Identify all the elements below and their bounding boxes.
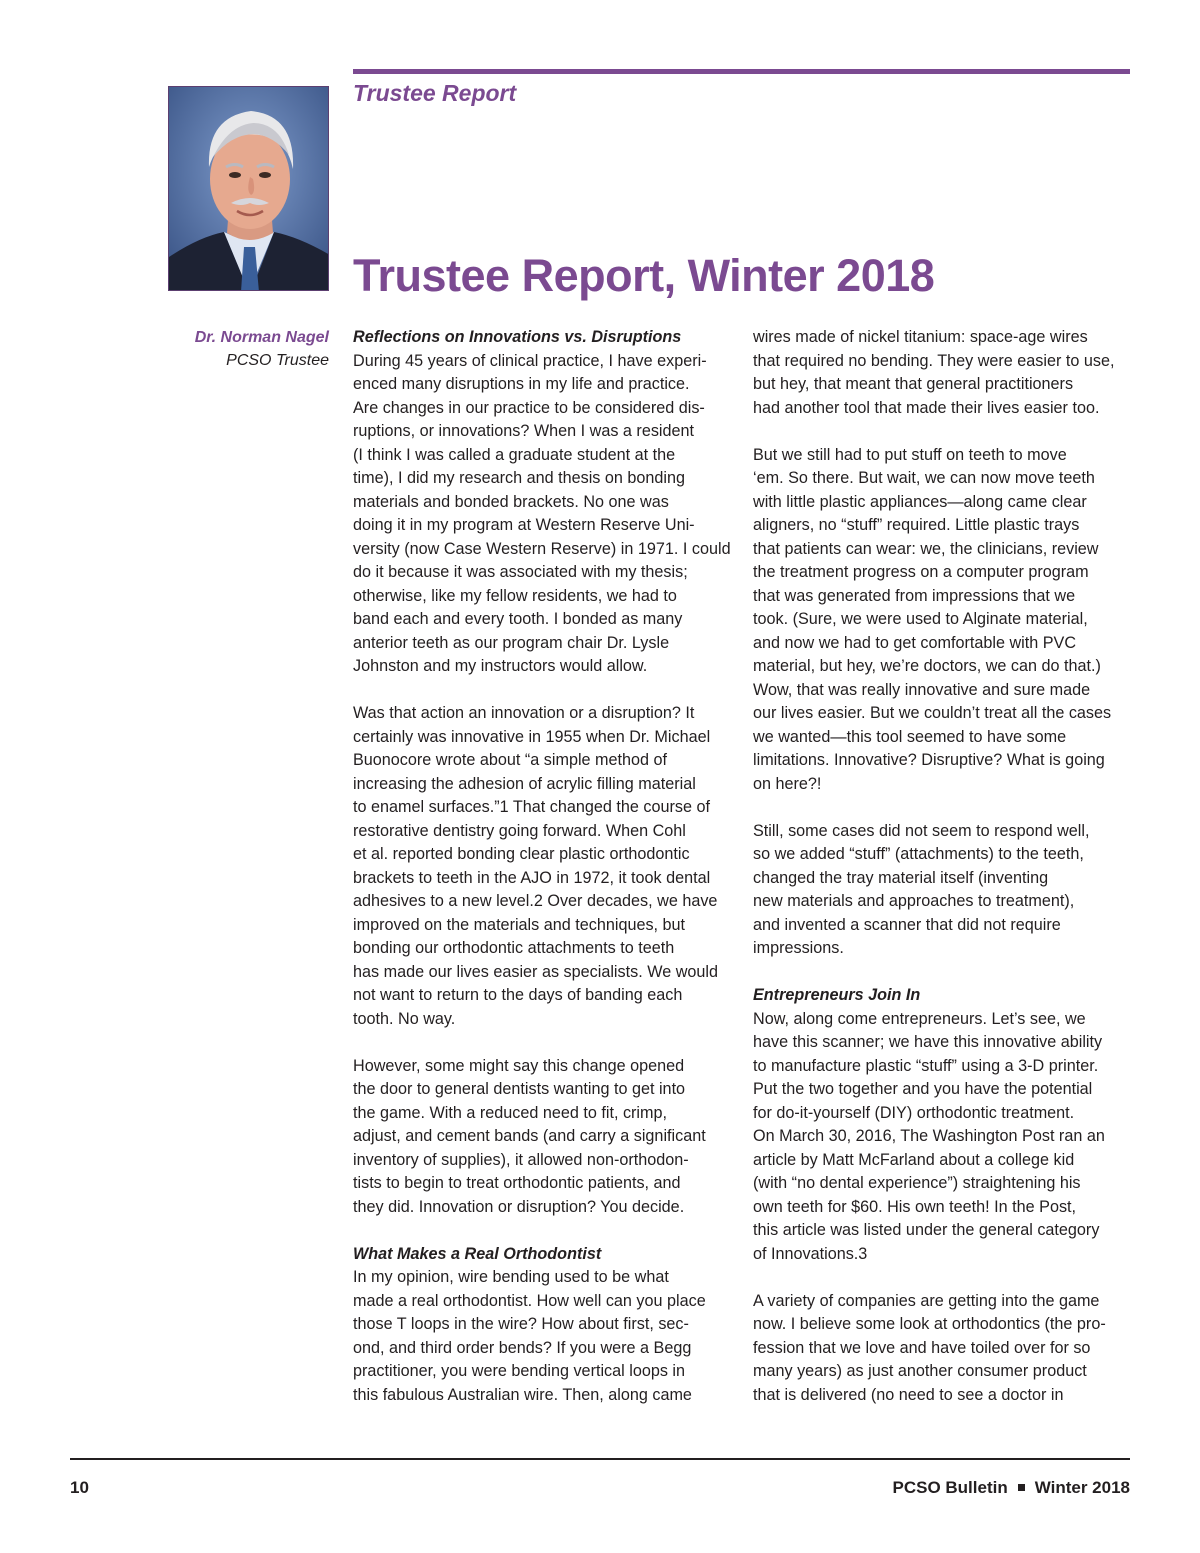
body-line: this article was listed under the general category [753, 1221, 1100, 1239]
body-line: has made our lives easier as specialists. We would [353, 962, 718, 981]
body-line: Put the two together and you have the potential [753, 1080, 1093, 1098]
body-line: tooth. No way. [353, 1009, 456, 1028]
body-line: now. I believe some look at orthodontics (the pro- [753, 1315, 1106, 1333]
body-line: (I think I was called a graduate student at the [353, 445, 676, 464]
body-line: doing it in my program at Western Reserve Uni- [353, 516, 695, 534]
body-line: increasing the adhesion of acrylic filling material [353, 774, 696, 793]
body-line: so we added “stuff” (attachments) to the teeth, [753, 845, 1084, 863]
article-column-left [353, 326, 731, 1407]
body-line: ruptions, or innovations? When I was a resident [353, 422, 695, 440]
body-line: this fabulous Australian wire. Then, along came [353, 1385, 692, 1404]
body-line: Still, some cases did not seem to respond well, [753, 821, 1090, 840]
body-line: materials and bonded brackets. No one was [353, 492, 669, 511]
body-line: article by Matt McFarland about a college kid [753, 1150, 1075, 1169]
body-line: ond, and third order bends? If you were a Begg [353, 1338, 692, 1357]
body-line: restorative dentistry going forward. When Cohl [353, 821, 686, 840]
body-line: A variety of companies are getting into the game [753, 1291, 1100, 1310]
body-line: that is delivered (no need to see a doctor in [753, 1385, 1064, 1404]
issue-name: Winter 2018 [1034, 1478, 1130, 1497]
body-line: the door to general dentists wanting to get into [353, 1080, 686, 1098]
body-line: had another tool that made their lives easier too. [753, 398, 1100, 417]
body-line: new materials and approaches to treatment), [753, 892, 1075, 910]
headline: Trustee Report, Winter 2018 [353, 250, 935, 301]
section-heading: Entrepreneurs Join In [753, 986, 921, 1004]
paragraph-gap [753, 420, 1131, 444]
section-label: Trustee Report [353, 80, 517, 106]
body-line: have this scanner; we have this innovative ability [753, 1033, 1103, 1051]
body-line: but hey, that meant that general practitioners [753, 375, 1074, 393]
body-line: inventory of supplies), it allowed non-orthodon- [353, 1150, 689, 1169]
body-line: adjust, and cement bands (and carry a significant [353, 1127, 706, 1145]
body-line: time), I did my research and thesis on bonding [353, 469, 686, 487]
body-line: However, some might say this change opened [353, 1056, 685, 1075]
paragraph-gap [353, 1031, 731, 1055]
bullet-separator [1018, 1484, 1025, 1491]
body-line: certainly was innovative in 1955 when Dr. Michael [353, 727, 711, 746]
body-line: Was that action an innovation or a disruption? It [353, 704, 695, 722]
body-line: own teeth for $60. His own teeth! In the Post, [753, 1197, 1077, 1216]
body-line: In my opinion, wire bending used to be what [353, 1268, 669, 1286]
body-line: brackets to teeth in the AJO in 1972, it took dental [353, 868, 711, 887]
author-name: Dr. Norman Nagel [194, 329, 329, 346]
body-line: But we still had to put stuff on teeth to move [753, 445, 1067, 464]
footer-rule [70, 1458, 1130, 1460]
section-heading: What Makes a Real Orthodontist [353, 1244, 602, 1263]
body-line: wires made of nickel titanium: space-age wires [753, 328, 1088, 346]
body-line: anterior teeth as our program chair Dr. Lysle [353, 633, 670, 652]
body-line: band each and every tooth. I bonded as many [353, 610, 683, 628]
body-line: enced many disruptions in my life and practice. [353, 375, 690, 393]
body-line: Johnston and my instructors would allow. [353, 657, 648, 675]
body-line: et al. reported bonding clear plastic orthodontic [353, 845, 690, 863]
body-line: Now, along come entrepreneurs. Let’s see, we [753, 1009, 1086, 1028]
body-line: On March 30, 2016, The Washington Post ran an [753, 1127, 1105, 1145]
body-line: took. (Sure, we were used to Alginate material, [753, 610, 1088, 628]
body-line: practitioner, you were bending vertical loops in [353, 1362, 686, 1380]
body-line: made a real orthodontist. How well can you place [353, 1291, 706, 1310]
author-role: PCSO Trustee [226, 352, 329, 369]
publication-name: PCSO Bulletin [892, 1478, 1008, 1497]
body-line: Are changes in our practice to be considered dis- [353, 398, 705, 417]
body-line: they did. Innovation or disruption? You decide. [353, 1197, 685, 1216]
body-line: improved on the materials and techniques, but [353, 915, 686, 934]
body-line: on here?! [753, 774, 822, 793]
body-line: that required no bending. They were easier to use, [753, 351, 1115, 370]
body-line: versity (now Case Western Reserve) in 1971. I could [353, 539, 731, 558]
body-line: Buonocore wrote about “a simple method of [353, 751, 668, 769]
body-line: to manufacture plastic “stuff” using a 3-D printer. [753, 1056, 1099, 1075]
paragraph-gap [753, 961, 1131, 985]
body-line: that patients can wear: we, the clinicians, review [753, 539, 1099, 558]
body-line: do it because it was associated with my thesis; [353, 563, 688, 581]
paragraph-gap [753, 796, 1131, 820]
body-line: (with “no dental experience”) straightening his [753, 1174, 1081, 1192]
body-line: with little plastic appliances—along came clear [753, 492, 1087, 511]
body-line: limitations. Innovative? Disruptive? What is going [753, 751, 1105, 769]
body-line: Wow, that was really innovative and sure made [753, 680, 1091, 699]
article-column-right [753, 326, 1131, 1407]
body-line: and invented a scanner that did not require [753, 915, 1061, 934]
body-line: that was generated from impressions that we [753, 586, 1076, 605]
body-line: to enamel surfaces.”1 That changed the course of [353, 798, 710, 816]
body-line: During 45 years of clinical practice, I have experi- [353, 351, 707, 370]
body-line: otherwise, like my fellow residents, we had to [353, 586, 677, 605]
body-line: material, but hey, we’re doctors, we can do that.) [753, 657, 1101, 675]
body-line: for do-it-yourself (DIY) orthodontic treatment. [753, 1103, 1075, 1122]
author-portrait [168, 86, 329, 291]
byline [195, 326, 329, 372]
body-line: we wanted—this tool seemed to have some [753, 727, 1067, 746]
body-line: many years) as just another consumer product [753, 1362, 1087, 1380]
section-heading: Reflections on Innovations vs. Disruptions [353, 328, 682, 346]
paragraph-gap [353, 679, 731, 703]
paragraph-gap [353, 1219, 731, 1243]
body-line: changed the tray material itself (inventing [753, 868, 1049, 887]
body-line: the treatment progress on a computer program [753, 563, 1089, 581]
body-line: our lives easier. But we couldn’t treat all the cases [753, 704, 1112, 722]
top-rule [353, 69, 1130, 74]
body-line: ‘em. So there. But wait, we can now move teeth [753, 469, 1095, 487]
body-line: bonding our orthodontic attachments to teeth [353, 939, 675, 957]
body-line: impressions. [753, 939, 844, 957]
body-line: of Innovations.3 [753, 1244, 868, 1263]
portrait-image [169, 87, 329, 291]
body-line: the game. With a reduced need to fit, crimp, [353, 1103, 668, 1122]
body-line: those T loops in the wire? How about first, sec- [353, 1315, 689, 1333]
body-line: and now we had to get comfortable with PVC [753, 633, 1077, 652]
paragraph-gap [753, 1266, 1131, 1290]
body-line: not want to return to the days of banding each [353, 986, 683, 1004]
body-line: tists to begin to treat orthodontic patients, and [353, 1174, 681, 1192]
body-line: fession that we love and have toiled over for so [753, 1338, 1091, 1357]
publication-footer [892, 1478, 1130, 1498]
body-line: aligners, no “stuff” required. Little plastic trays [753, 516, 1080, 534]
body-line: adhesives to a new level.2 Over decades, we have [353, 892, 718, 910]
page-number: 10 [70, 1478, 89, 1497]
